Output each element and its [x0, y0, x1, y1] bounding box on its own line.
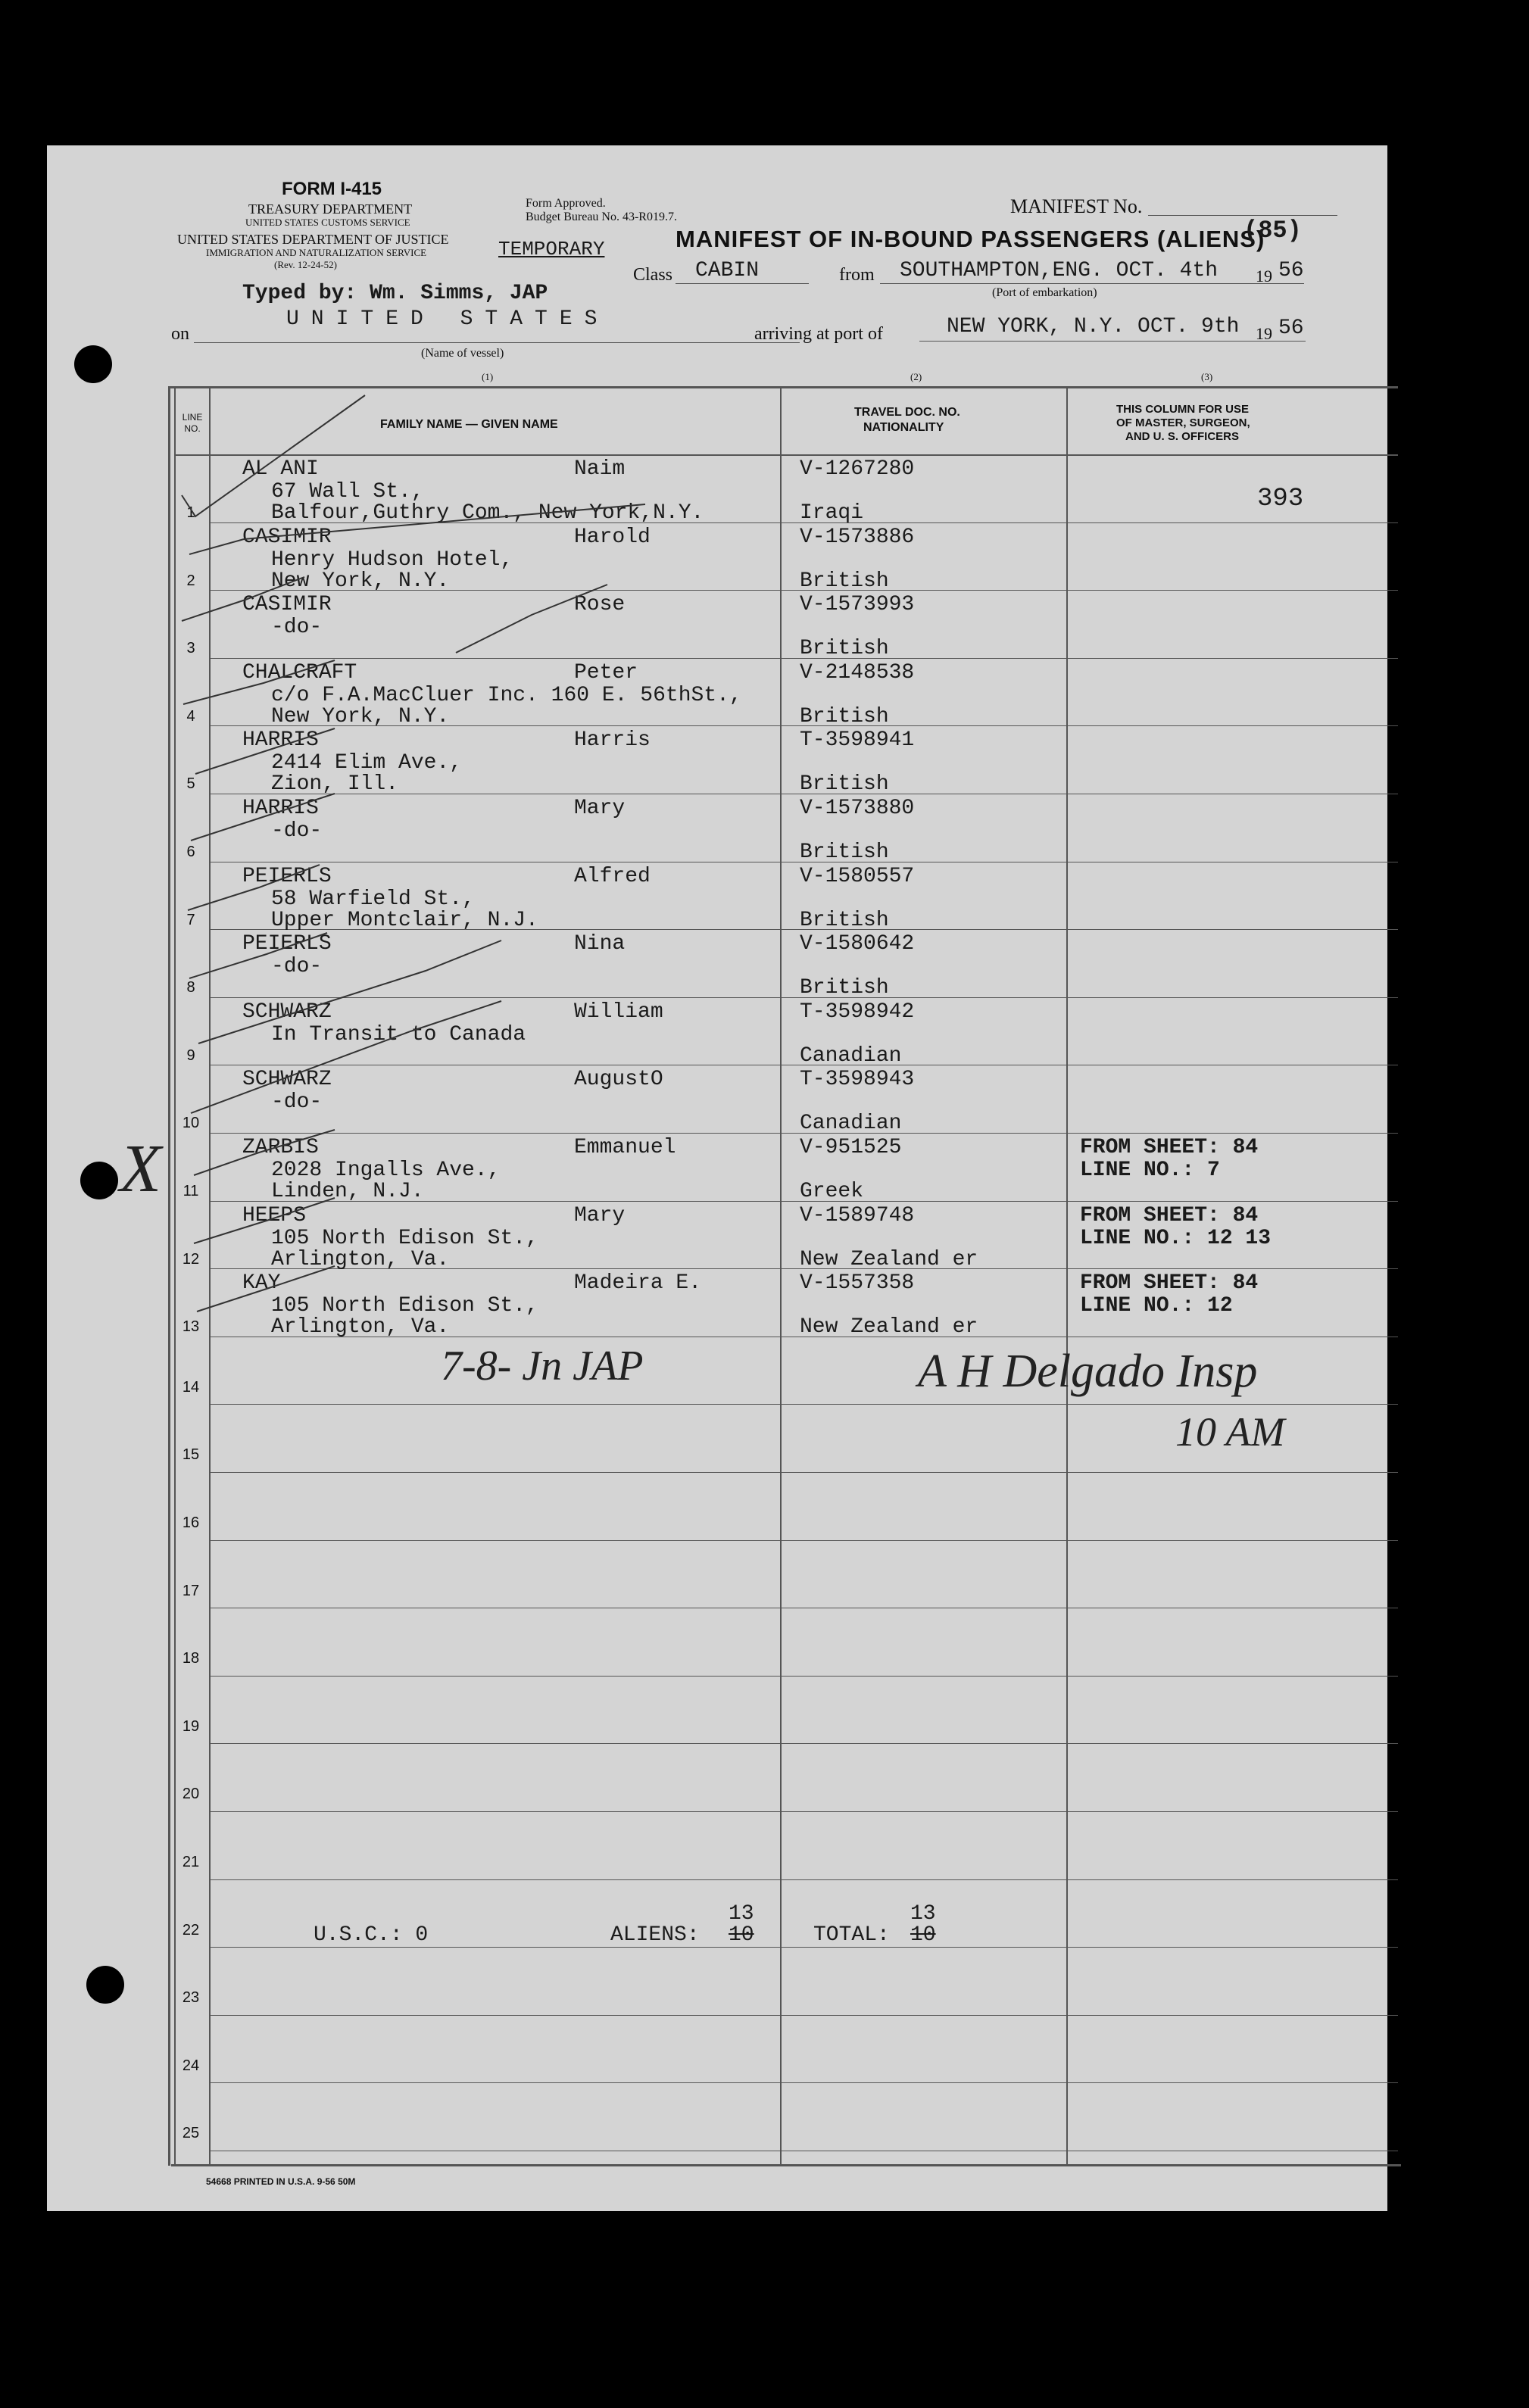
line-number: 23 [182, 1989, 200, 2006]
port-embark-caption: (Port of embarkation) [992, 286, 1097, 299]
on-label: on [171, 324, 189, 344]
check-mark [456, 585, 607, 653]
line-number: 11 [183, 1183, 199, 1199]
address-line-1: 2028 Ingalls Ave., [271, 1159, 501, 1182]
travel-doc-number: V-1580642 [800, 932, 915, 956]
given-name: Emmanuel [574, 1136, 676, 1159]
given-name: William [574, 1000, 663, 1024]
nationality: British [800, 772, 889, 796]
col3-number: (3) [1201, 371, 1213, 382]
family-name: HARRIS [242, 797, 319, 820]
line-number: 10 [182, 1115, 200, 1131]
nationality: Canadian [800, 1112, 902, 1135]
printer-line: 54668 PRINTED IN U.S.A. 9-56 50M [206, 2176, 356, 2187]
line-number: 18 [182, 1650, 200, 1667]
total-label: TOTAL: [813, 1923, 890, 1947]
travel-doc-number: V-1573880 [800, 797, 915, 820]
line-number: 12 [182, 1251, 200, 1268]
officer-note-2: LINE NO.: 12 [1080, 1294, 1233, 1318]
check-mark [191, 794, 335, 841]
manifest-sheet [47, 145, 1387, 2211]
travel-doc-number: V-1589748 [800, 1204, 915, 1227]
line-number: 20 [182, 1786, 200, 1802]
address-line-1: 2414 Elim Ave., [271, 751, 463, 775]
address-line-2: Balfour,Guthry Com., New York,N.Y. [271, 501, 704, 525]
address-line-1: -do- [271, 1090, 323, 1114]
line-number: 1 [186, 504, 195, 521]
officer-header-2: OF MASTER, SURGEON, [1116, 416, 1250, 429]
from-year: 56 [1278, 259, 1304, 282]
officer-note-1: FROM SHEET: 84 [1080, 1136, 1259, 1159]
nationality: Greek [800, 1180, 864, 1203]
travel-doc-number: T-3598941 [800, 728, 915, 752]
line-number: 17 [182, 1583, 200, 1599]
nationality: British [800, 909, 889, 932]
line-number: 13 [182, 1318, 200, 1335]
line-number: 2 [186, 572, 195, 589]
address-line-1: In Transit to Canada [271, 1023, 526, 1046]
family-name: HEEPS [242, 1204, 307, 1227]
travel-doc-number: V-1557358 [800, 1271, 915, 1295]
line-number: 14 [182, 1379, 200, 1396]
family-name: PEIERLS [242, 865, 332, 888]
family-name: PEIERLS [242, 932, 332, 956]
arrival-value: NEW YORK, N.Y. OCT. 9th [947, 315, 1240, 338]
travel-doc-number: V-951525 [800, 1136, 902, 1159]
address-line-2: New York, N.Y. [271, 705, 450, 728]
form-rev: (Rev. 12-24-52) [274, 259, 337, 270]
check-mark [183, 660, 335, 704]
given-name: Peter [574, 661, 638, 685]
nationality: Iraqi [800, 501, 864, 525]
arrival-year: 56 [1278, 317, 1304, 340]
customs-service: UNITED STATES CUSTOMS SERVICE [245, 217, 410, 228]
travel-doc-number: V-1580557 [800, 865, 915, 888]
travel-doc-number: V-1573993 [800, 593, 915, 616]
address-line-1: c/o F.A.MacCluer Inc. 160 E. 56thSt., [271, 684, 742, 707]
given-name: Naim [574, 457, 626, 481]
nationality: British [800, 637, 889, 660]
address-line-2: Arlington, Va. [271, 1315, 450, 1339]
family-name: ZARBIS [242, 1136, 319, 1159]
dept-justice: UNITED STATES DEPARTMENT OF JUSTICE [177, 232, 449, 247]
address-line-1: -do- [271, 955, 323, 978]
family-name: CHALCRAFT [242, 661, 357, 685]
line-number: 8 [186, 979, 195, 996]
address-line-1: 105 North Edison St., [271, 1294, 538, 1318]
travel-doc-header: TRAVEL DOC. NO. [854, 406, 960, 419]
given-name: Harris [574, 728, 651, 752]
from-year-prefix: 19 [1256, 267, 1272, 285]
nationality: New Zealand er [800, 1248, 978, 1271]
arrival-year-prefix: 19 [1256, 324, 1272, 343]
check-mark [189, 504, 645, 554]
address-line-2: Upper Montclair, N.J. [271, 909, 538, 932]
travel-doc-number: V-1573886 [800, 526, 915, 549]
address-line-1: 58 Warfield St., [271, 887, 475, 911]
line-number: 22 [182, 1922, 200, 1939]
line-number: 6 [186, 844, 195, 860]
given-name: Harold [574, 526, 651, 549]
line-number: 9 [186, 1047, 195, 1064]
line-number: 21 [182, 1854, 200, 1870]
manifest-title: MANIFEST OF IN-BOUND PASSENGERS (ALIENS) [676, 226, 1265, 252]
given-name: Mary [574, 797, 626, 820]
manifest-no-label: MANIFEST No. [1010, 195, 1143, 217]
check-marks [47, 145, 1387, 2211]
travel-doc-number: V-2148538 [800, 661, 915, 685]
typist-signature: 7-8- Jn JAP [441, 1343, 644, 1390]
check-mark [194, 1130, 335, 1175]
form-number: FORM I-415 [282, 179, 382, 199]
travel-doc-number: T-3598943 [800, 1068, 915, 1091]
line-number: 3 [186, 640, 195, 657]
address-line-1: Henry Hudson Hotel, [271, 548, 513, 572]
treasury-dept: TREASURY DEPARTMENT [248, 201, 413, 217]
manifest-no-value: (85) [1243, 217, 1302, 245]
check-mark [188, 865, 320, 910]
aliens-label: ALIENS: [610, 1923, 700, 1947]
officer-note-2: LINE NO.: 12 13 [1080, 1227, 1272, 1250]
usc-count: U.S.C.: 0 [314, 1923, 429, 1947]
family-name: CASIMIR [242, 593, 332, 616]
officer-note-1: FROM SHEET: 84 [1080, 1204, 1259, 1227]
given-name: Alfred [574, 865, 651, 888]
family-name: KAY [242, 1271, 281, 1295]
class-label: Class [633, 265, 673, 285]
travel-doc-number: V-1267280 [800, 457, 915, 481]
col2-number: (2) [910, 371, 922, 382]
arriving-label: arriving at port of [754, 324, 883, 344]
check-mark [182, 395, 365, 516]
aliens-new-count: 13 [729, 1902, 754, 1926]
line-number: 5 [186, 775, 195, 792]
check-mark [198, 940, 501, 1043]
given-name: Mary [574, 1204, 626, 1227]
name-header: FAMILY NAME — GIVEN NAME [380, 418, 558, 431]
check-mark [195, 728, 335, 774]
from-label: from [839, 265, 875, 285]
travel-doc-number: T-3598942 [800, 1000, 915, 1024]
line-number: 4 [186, 708, 195, 725]
address-line-2: Zion, Ill. [271, 772, 399, 796]
family-name: HARRIS [242, 728, 319, 752]
officer-header-3: AND U. S. OFFICERS [1125, 430, 1240, 443]
family-name: SCHWARZ [242, 1068, 332, 1091]
nationality: British [800, 976, 889, 1000]
class-value: CABIN [695, 259, 760, 282]
given-name: AugustO [574, 1068, 663, 1091]
form-approved: Form Approved. [526, 197, 606, 210]
address-line-1: -do- [271, 819, 323, 843]
check-mark [191, 1001, 501, 1113]
address-line-2: New York, N.Y. [271, 569, 450, 593]
line-number: 24 [182, 2057, 200, 2074]
nationality: Canadian [800, 1044, 902, 1068]
inspector-signature: A H Delgado Insp [918, 1346, 1258, 1397]
family-name: SCHWARZ [242, 1000, 332, 1024]
line-number: 19 [182, 1718, 200, 1735]
vessel-name: UNITED STATES [286, 307, 610, 331]
nationality-header: NATIONALITY [863, 421, 944, 434]
inspection-time: 10 AM [1175, 1409, 1285, 1455]
margin-x-mark: X [120, 1131, 161, 1206]
line-number: 15 [182, 1446, 200, 1463]
ins-service: IMMIGRATION AND NATURALIZATION SERVICE [206, 247, 427, 258]
check-mark [194, 1198, 335, 1243]
address-line-1: 105 North Edison St., [271, 1227, 538, 1250]
officer-header-1: THIS COLUMN FOR USE [1116, 403, 1249, 416]
check-mark [197, 1266, 335, 1312]
vessel-caption: (Name of vessel) [421, 347, 504, 360]
line-number: 7 [186, 912, 195, 928]
line-number: 25 [182, 2125, 200, 2141]
budget-bureau: Budget Bureau No. 43-R019.7. [526, 211, 677, 223]
col1-number: (1) [482, 371, 494, 382]
address-line-2: Arlington, Va. [271, 1248, 450, 1271]
check-mark [182, 577, 304, 621]
temporary-label: TEMPORARY [498, 238, 605, 260]
officer-note-2: LINE NO.: 7 [1080, 1159, 1220, 1182]
given-name: Madeira E. [574, 1271, 702, 1295]
total-new-count: 13 [910, 1902, 936, 1926]
family-name: CASIMIR [242, 526, 332, 549]
line-no-header: LINE NO. [182, 412, 203, 434]
address-line-1: -do- [271, 616, 323, 639]
nationality: New Zealand er [800, 1315, 978, 1339]
address-line-1: 67 Wall St., [271, 480, 424, 504]
given-name: Rose [574, 593, 626, 616]
given-name: Nina [574, 932, 626, 956]
line-number: 16 [182, 1514, 200, 1531]
officer-note-1: FROM SHEET: 84 [1080, 1271, 1259, 1295]
address-line-2: Linden, N.J. [271, 1180, 424, 1203]
aliens-old-count: 10 [729, 1923, 754, 1947]
typed-by: Typed by: Wm. Simms, JAP [242, 282, 548, 305]
nationality: British [800, 841, 889, 864]
nationality: British [800, 569, 889, 593]
check-mark [189, 933, 327, 978]
stamp-number: 393 [1257, 485, 1304, 513]
from-value: SOUTHAMPTON,ENG. OCT. 4th [900, 259, 1219, 282]
total-old-count: 10 [910, 1923, 936, 1947]
nationality: British [800, 705, 889, 728]
family-name: AL ANI [242, 457, 319, 481]
